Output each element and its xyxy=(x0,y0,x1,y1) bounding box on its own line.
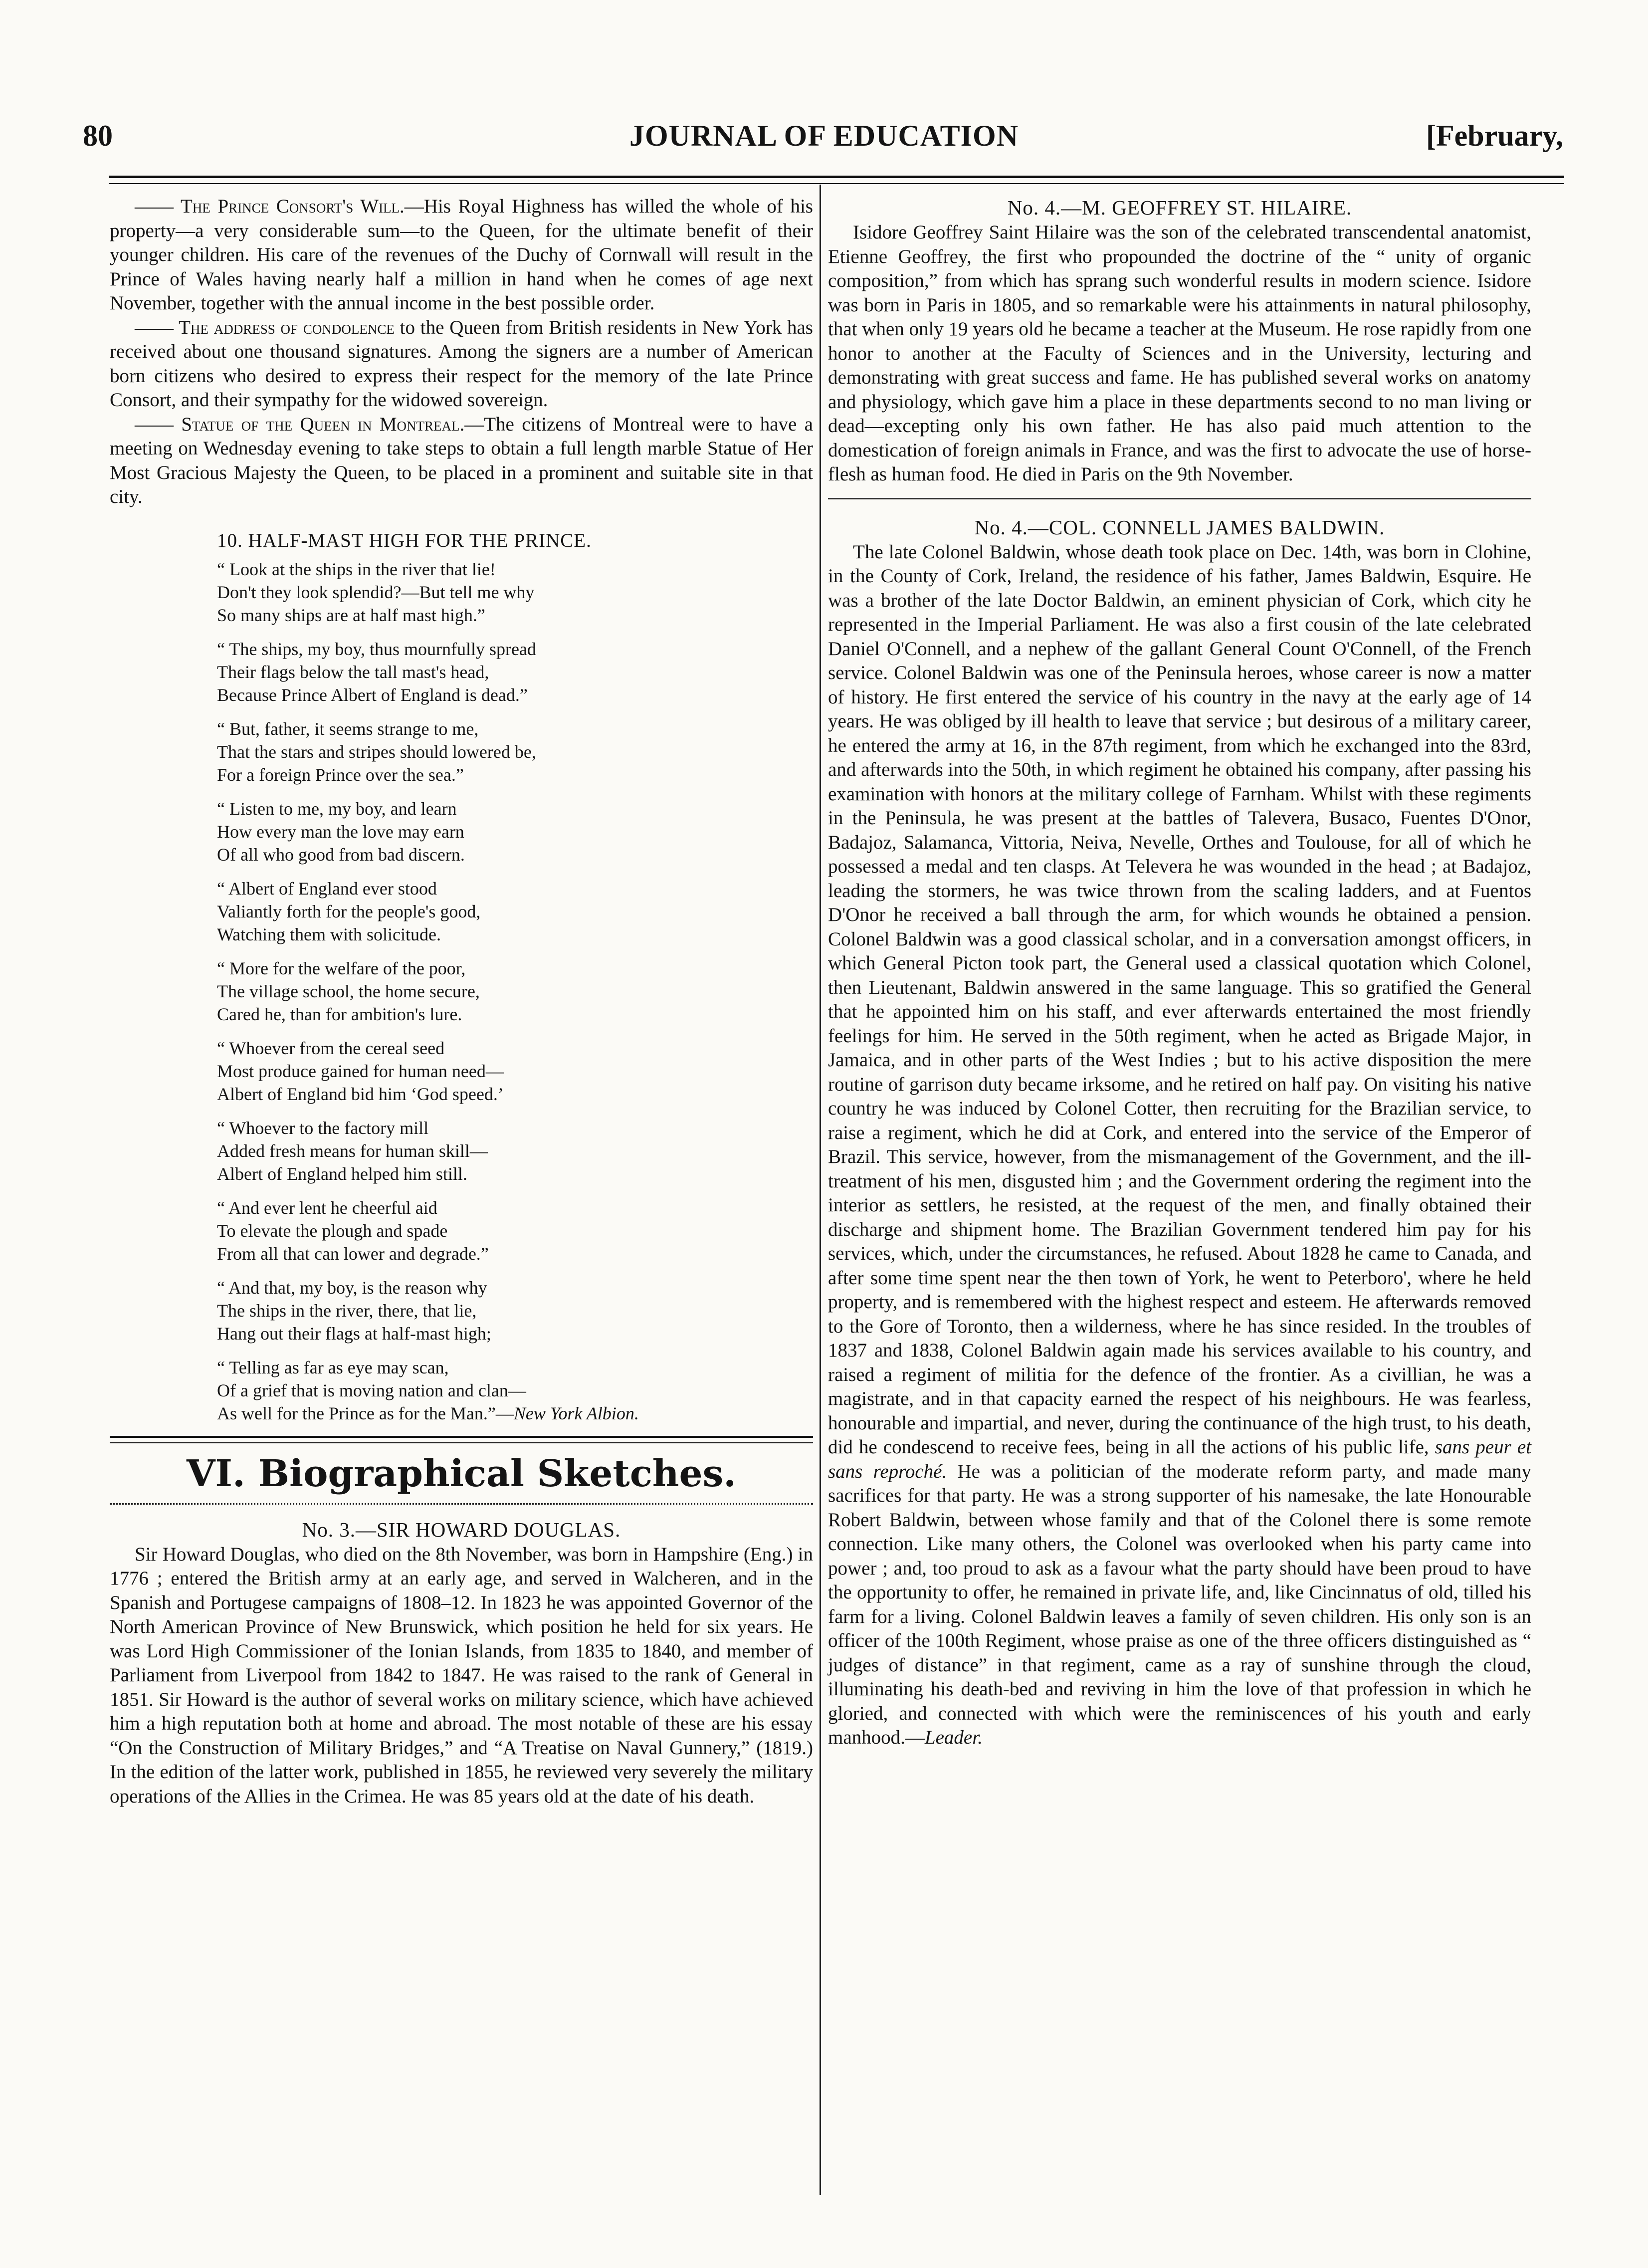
sketch4a-text: Isidore Geoffrey Saint Hilaire was the son of the celebrated transcendental anatomist, Etienne Geoffrey, the first who propounded the doctrine of the “ unity of organic composition,” from which has sprang such wonderful results in modern science. Isidore was born in Paris in 1805, and so remarkable were his attainments in natural philosophy, that when only 19 years old he became a teacher at the Museum. He rose rapidly from one honor to another at the Faculty of Sciences and in the University, lecturing and demonstrating with great success and fame. He has published several works on anatomy and physiology, which gave him a place in these departments second to no man living or dead—excepting only his own father. He has also paid much attention to the domestication of foreign animals in France, and was the first to advocate the use of horse-flesh as human food. He died in Paris on the 9th November. xyxy=(828,222,1531,485)
poem-line xyxy=(217,1402,813,1425)
news-item-condolence: —— The address of condolence to the Queen from British residents in New York has received about one thousand signatures. Among the signers are a number of American born citizens who desired to express their respect for the memory of the late Prince Consort, and their sympathy for the widowed sovereign. xyxy=(110,316,813,411)
poem-stanza xyxy=(217,1276,813,1345)
poem-line: Most produce gained for human need— xyxy=(217,1061,504,1081)
poem-line: Of all who good from bad discern. xyxy=(217,844,465,865)
news-item-statue: —— Statue of the Queen in Montreal.—The citizens of Montreal were to have a meeting on Wednesday evening to take steps to obtain a full length marble Statue of Her Most Gracious Majesty the Queen, to be placed in a prominent and suitable site in that city. xyxy=(110,413,813,507)
poem-line: Their flags below the tall mast's head, xyxy=(217,662,489,682)
poem-stanza xyxy=(217,638,813,706)
poem-line: Watching them with solicitude. xyxy=(217,924,441,944)
poem-line: “ More for the welfare of the poor, xyxy=(217,958,466,978)
poem-line: So many ships are at half mast high.” xyxy=(217,605,485,625)
poem-line: Cared he, than for ambition's lure. xyxy=(217,1004,462,1024)
poem-line: “ And that, my boy, is the reason why xyxy=(217,1277,487,1298)
news-item-will: —— The Prince Consort's Will.—His Royal Highness has willed the whole of his property—a very considerable sum—to the Queen, for the ultimate benefit of their younger children. His care of the revenues of the Duchy of Cornwall will result in the Prince of Wales having nearly half a million in hand when he comes of age next November, together with the annual income in the best possible order. xyxy=(110,196,813,314)
poem-stanza xyxy=(217,1196,813,1265)
poem-attribution: New York Albion. xyxy=(513,1403,639,1423)
poem-stanza xyxy=(217,1117,813,1185)
poem-line: “ But, father, it seems strange to me, xyxy=(217,718,479,739)
poem-line: Valiantly forth for the people's good, xyxy=(217,901,481,921)
article-separator xyxy=(828,498,1531,501)
section-rule xyxy=(110,1436,813,1443)
poem-stanza xyxy=(217,797,813,866)
poem-line: Albert of England helped him still. xyxy=(217,1163,467,1184)
poem-line: “ Telling as far as eye may scan, xyxy=(217,1357,449,1377)
poem-line: Because Prince Albert of England is dead.” xyxy=(217,684,528,705)
poem-line: For a foreign Prince over the sea.” xyxy=(217,764,464,785)
poem-line: “ Look at the ships in the river that lie! xyxy=(217,559,496,579)
poem-stanza xyxy=(217,877,813,946)
issue-month: [February, xyxy=(1426,119,1563,152)
right-column xyxy=(828,195,1531,1750)
poem-line: “ And ever lent he cheerful aid xyxy=(217,1197,437,1218)
poem-line: To elevate the plough and spade xyxy=(217,1220,448,1241)
poem-line: Hang out their flags at half-mast high; xyxy=(217,1323,491,1344)
page-header xyxy=(0,119,1648,164)
poem-line: “ Listen to me, my boy, and learn xyxy=(217,798,457,819)
poem-stanza xyxy=(217,558,813,627)
poem-line: “ Albert of England ever stood xyxy=(217,878,437,899)
poem-line: From all that can lower and degrade.” xyxy=(217,1243,489,1264)
poem-line: The ships in the river, there, that lie, xyxy=(217,1300,477,1321)
poem-line: That the stars and stripes should lowered be, xyxy=(217,741,536,762)
left-column xyxy=(110,195,813,1809)
sketch4b-title: No. 4.—COL. CONNELL JAMES BALDWIN. xyxy=(974,515,1385,539)
poem-title: 10. HALF-MAST HIGH FOR THE PRINCE. xyxy=(217,529,592,551)
section-title: VI. Biographical Sketches. xyxy=(186,1452,737,1495)
sketch3-title: No. 3.—SIR HOWARD DOUGLAS. xyxy=(302,1518,621,1541)
poem-line: Of a grief that is moving nation and clan— xyxy=(217,1380,526,1400)
sketch4a-title: No. 4.—M. GEOFFREY ST. HILAIRE. xyxy=(1007,196,1352,219)
poem-line: The village school, the home secure, xyxy=(217,981,480,1001)
page-number: 80 xyxy=(83,119,113,152)
poem-line: How every man the love may earn xyxy=(217,821,464,842)
poem-line: “ Whoever to the factory mill xyxy=(217,1118,429,1138)
sketch4b-text: The late Colonel Baldwin, whose death took place on Dec. 14th, was born in Clohine, in the County of Cork, Ireland, the residence of his father, James Baldwin, Esquire. He was a brother of the late Doctor Baldwin, an eminent physician of Cork, which city he represented in the Imperial Parliament. He was also a first cousin of the late celebrated Daniel O'Connell, and a nephew of the gallant General Count O'Connell, of the French service. Colonel Baldwin was one of the Peninsula heroes, whose career is now a matter of history. He first entered the service of his country in the navy at the early age of 14 years. He was obliged by ill health to leave that service ; but desirous of a military career, he entered the army at 16, in the 87th regiment, from which he exchanged into the 83rd, and afterwards into the 50th, in which regiment he obtained his company, after passing his examination with honors at the military college of Farnham. Whilst with these regiments in the Peninsula, he was present at the battles of Talevera, Busaco, Fuentes D'Onor, Badajoz, Salamanca, Vittoria, Neiva, Nevelle, Orthes and Toulouse, for all of which he possessed a medal and ten clasps. At Televera he was wounded in the head ; at Badajoz, leading the stormers, he was twice thrown from the scaling ladders, and at Fuentos D'Onor he received a ball through the arm, for which wounds he obtained a pension. Colonel Baldwin was a good classical scholar, and in a conversation amongst officers, in which General Picton took part, the General used a classical quotation which Colonel, then Lieutenant, Baldwin answered in the same language. This so gratified the General that he appointed him on his staff, and ever afterwards entertained the most friendly feelings for him. He served in the 50th regiment, when he acted as Brigade Major, in Jamaica, and in other parts of the West Indies ; but to his active disposition the mere routine of garrison duty became irksome, and he retired on half pay. On visiting his native country he was induced by Colonel Cotter, then recruiting for the Brazilian service, to raise a regiment, which he did at Cork, and entered into the service of the Emperor of Brazil. This service, however, from the mismanagement of the Government, and the ill-treatment of his men, disgusted him ; and the Government ordering the regiment into the interior as settlers, he resisted, at the request of the men, and finally obtained their discharge and shipment home. The Brazilian Government tendered him pay for his services, which, under the circumstances, he refused. About 1828 he came to Canada, and after some time spent near the then town of York, he went to Peterboro', where he held property, and is remembered with the highest respect and esteem. He afterwards removed to the Gore of Toronto, then a wilderness, where he has since resided. In the troubles of 1837 and 1838, Colonel Baldwin again made his services available to his country, and raised a regiment of militia for the defence of the frontier. As a civillian, he was a magistrate, and in that capacity earned the respect of his neighbours. He was fearless, honourable and impartial, and never, during the continuance of the high trust, to his death, did he condescend to receive fees, being in all the actions of his public life, sans peur et sans reproché. He was a politician of the moderate reform party, and made many sacrifices for that party. He was a strong supporter of his namesake, the late Honourable Robert Baldwin, between whose family and that of the Colonel there is some remote connection. Like many others, the Colonel was overlooked when his party came into power ; and, too proud to ask as a favour what the party should have been proud to have the opportunity to offer, he remained in private life, and, like Cincinnatus of old, tilled his farm for a living. Colonel Baldwin leaves a family of seven children. His only son is an officer of the 100th Regiment, whose praise as one of the three officers distinguished as “ judges of distance” in that regiment, came as a ray of sunshine through the cloud, illuminating his death-bed and reviving in him the love of that profession in which he gloried, and connected with which were the reminiscences of his youth and early manhood.—Leader. xyxy=(828,541,1532,1748)
poem-stanza xyxy=(217,1037,813,1106)
sketch3-text: Sir Howard Douglas, who died on the 8th November, was born in Hampshire (Eng.) in 1776 ; entered the British army at an early age, and served in Walcheren, and in the Spanish and Portugese campaigns of 1808–12. In 1823 he was appointed Governor of the North American Province of New Brunswick, which position he held for six years. He was Lord High Commissioner of the Ionian Islands, from 1835 to 1840, and member of Parliament from Liverpool from 1842 to 1847. He was raised to the rank of General in 1851. Sir Howard is the author of several works on military science, which have achieved him a high reputation both at home and abroad. The most notable of these are his essay “On the Construction of Military Bridges,” and “A Treatise on Naval Gunnery,” (1819.) In the edition of the latter work, published in 1855, he reviewed very severely the military operations of the Allies in the Crimea. He was 85 years old at the date of his death. xyxy=(110,1543,813,1807)
poem-stanza xyxy=(217,717,813,786)
poem-stanzas xyxy=(217,558,813,1425)
poem-stanza xyxy=(217,1356,813,1425)
poem-line: “ The ships, my boy, thus mournfully spread xyxy=(217,639,536,659)
journal-title: JOURNAL OF EDUCATION xyxy=(629,119,1019,152)
column-divider xyxy=(820,185,821,2195)
poem-line: Albert of England bid him ‘God speed.’ xyxy=(217,1084,504,1104)
poem xyxy=(217,529,813,1425)
poem-line: Don't they look splendid?—But tell me why xyxy=(217,582,535,602)
poem-line: “ Whoever from the cereal seed xyxy=(217,1038,445,1058)
poem-stanza xyxy=(217,957,813,1026)
poem-line-text: As well for the Prince as for the Man.”— xyxy=(217,1403,514,1423)
poem-line: Added fresh means for human skill— xyxy=(217,1140,488,1161)
header-rule xyxy=(109,176,1564,184)
section-ornament xyxy=(110,1503,813,1510)
